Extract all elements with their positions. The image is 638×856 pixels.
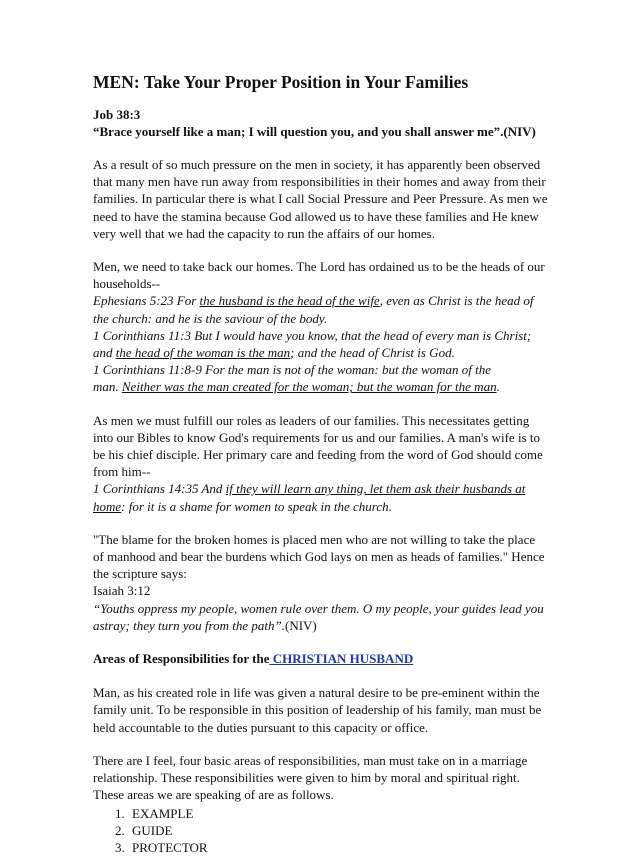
- paragraph-roles: [93, 412, 548, 515]
- corinthians-14-35: [93, 480, 548, 514]
- page-title: MEN: Take Your Proper Position in Your Families: [93, 72, 548, 93]
- corinthians-11-3-rest: ; and the head of Christ is God.: [290, 345, 455, 360]
- corinthians-11-8-underlined: Neither was the man created for the woman; but the woman for the man: [122, 379, 497, 394]
- section-heading-text: Areas of Responsibilities for the: [93, 651, 269, 666]
- roles-text: As men we must fulfill our roles as leaders of our families. This necessitates getting into our Bibles to know God's requirements for us and our families. A man's wife is to be his chief disciple. Her primary care and feeding from the word of God should come from him--: [93, 413, 543, 480]
- isaiah-quote-line: [93, 600, 548, 634]
- list-item: 2. GUIDE: [128, 822, 548, 839]
- corinthians-14-35-pre: 1 Corinthians 14:35 And: [93, 481, 226, 496]
- corinthians-11-8-rest: .: [497, 379, 500, 394]
- isaiah-reference: Isaiah 3:12: [93, 582, 548, 599]
- blame-text: "The blame for the broken homes is placed men who are not willing to take the place of manhood and bear the burdens which God lays on men as heads of families." Hence the scripture says:: [93, 532, 545, 581]
- ephesians-rest: , even as Christ is the head of the church: and he is the saviour of the body.: [93, 293, 534, 325]
- verse-reference: Job 38:3: [93, 106, 548, 123]
- paragraph-pressure: As a result of so much pressure on the men in society, it has apparently been observed that many men have run away from responsibilities in their homes and away from their families. In particular there is what I call Social Pressure and Peer Pressure. As men we need to have the stamina because God allowed us to have these families and He knew very well that we had the capacity to run the affairs of our homes.: [93, 156, 548, 242]
- isaiah-version: (NIV): [285, 618, 317, 633]
- corinthians-11-3-pre: and: [93, 345, 116, 360]
- corinthians-11-3-underlined: the head of the woman is the man: [116, 345, 290, 360]
- ephesians-underlined: the husband is the head of the wife: [200, 293, 380, 308]
- list-item: 3. PROTECTOR: [128, 839, 548, 856]
- corinthians-11-8-line2: [93, 378, 548, 395]
- corinthians-14-35-underlined: if they will learn any thing, let them ask their husbands at home: [93, 481, 525, 513]
- verse-quote: “Brace yourself like a man; I will question you, and you shall answer me”.(NIV): [93, 123, 548, 140]
- document-page: [93, 72, 548, 856]
- paragraph-intro: Men, we need to take back our homes. The Lord has ordained us to be the heads of our households--: [93, 259, 545, 291]
- paragraph-blame: [93, 531, 548, 634]
- paragraph-created-role: Man, as his created role in life was given a natural desire to be pre-eminent within the family unit. To be responsible in this position of leadership of his family, man must be held accountable to the duties pursuant to this capacity or office.: [93, 684, 548, 736]
- corinthians-11-8-line1: 1 Corinthians 11:8-9 For the man is not of the woman: but the woman of the: [93, 361, 548, 378]
- responsibilities-list: [93, 805, 548, 856]
- list-item: 1. EXAMPLE: [128, 805, 548, 822]
- corinthians-14-35-rest: : for it is a shame for women to speak in the church.: [121, 499, 392, 514]
- corinthians-11-3-line2: [93, 344, 548, 361]
- christian-husband-link[interactable]: CHRISTIAN HUSBAND: [269, 651, 413, 666]
- corinthians-11-3-line1: 1 Corinthians 11:3 But I would have you know, that the head of every man is Christ;: [93, 327, 548, 344]
- paragraph-four-areas: There are I feel, four basic areas of responsibilities, man must take on in a marriage relationship. These responsibilities were given to him by moral and spiritual right. These areas we are speaking of are as follows.: [93, 752, 548, 804]
- ephesians-verse: [93, 292, 548, 326]
- isaiah-quote: “Youths oppress my people, women rule over them. O my people, your guides lead you astray; they turn you from the path”.: [93, 601, 544, 633]
- ephesians-ref: Ephesians 5:23 For: [93, 293, 200, 308]
- section-heading: [93, 650, 548, 667]
- corinthians-11-8-pre: man.: [93, 379, 122, 394]
- paragraph-take-back-homes: [93, 258, 548, 396]
